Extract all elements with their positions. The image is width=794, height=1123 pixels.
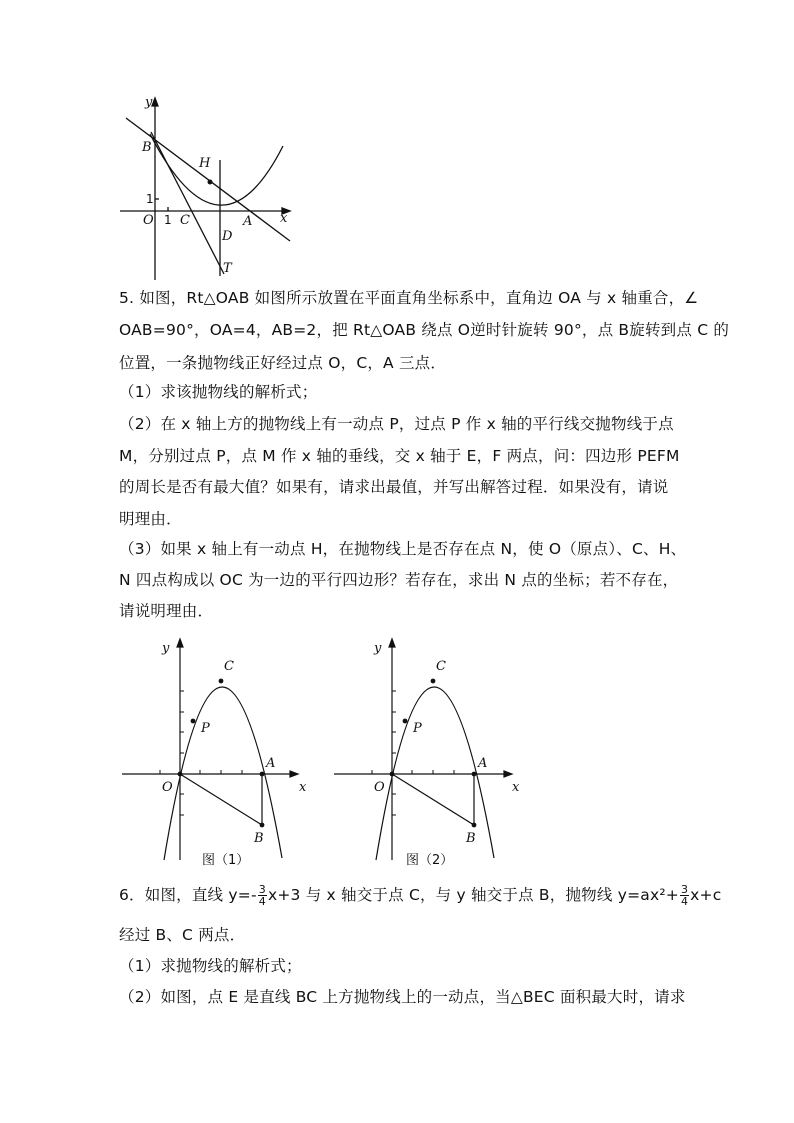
point-p: [191, 719, 196, 724]
label-h: H: [199, 156, 211, 171]
y-axis-arrow: [389, 639, 395, 647]
point-a: [472, 772, 477, 777]
label-o: O: [162, 780, 173, 795]
problem-5-line: OAB=90°，OA=4，AB=2，把 Rt△OAB 绕点 O逆时针旋转 90°，点 B旋转到点 C 的: [119, 321, 730, 339]
problem-6-text-a: 6．如图，直线 y=-: [119, 886, 257, 904]
problem-5-line: M，分别过点 P，点 M 作 x 轴的垂线，交 x 轴于 E，F 两点，问：四边形 PEFM: [119, 447, 680, 465]
label-t: T: [223, 261, 232, 276]
label-o: O: [143, 213, 154, 228]
fraction-numerator: 3: [680, 883, 689, 896]
label-p: P: [201, 721, 210, 736]
line-bt: [151, 132, 224, 274]
label-x: x: [512, 780, 520, 795]
point-h: [208, 180, 213, 185]
label-a: A: [478, 756, 488, 771]
point-b: [472, 823, 477, 828]
problem-5-line: 位置，一条抛物线正好经过点 O，C，A 三点．: [119, 354, 447, 372]
problem-6-line-2: 经过 B、C 两点．: [119, 926, 246, 944]
figure-1: [118, 634, 318, 870]
point-o: [390, 772, 395, 777]
problem-5-line: N 四点构成以 OC 为一边的平行四边形？若存在，求出 N 点的坐标；若不存在，: [119, 571, 679, 589]
label-1x: 1: [164, 213, 172, 227]
fraction-3-4: [258, 884, 267, 907]
point-c: [219, 679, 224, 684]
label-x: x: [280, 211, 288, 226]
problem-5-line: 5. 如图，Rt△OAB 如图所示放置在平面直角坐标系中，直角边 OA 与 x 轴重合，∠: [119, 289, 699, 307]
problem-6-line-3: （1）求抛物线的解析式；: [119, 957, 302, 975]
label-c: C: [224, 659, 234, 674]
label-b: B: [466, 831, 476, 846]
label-c: C: [436, 659, 446, 674]
figure-1-caption: 图（1）: [202, 853, 250, 868]
problem-6-text-c: x+c: [690, 886, 722, 904]
figure-2-caption: 图（2）: [406, 853, 454, 868]
problem-6-line-4: （2）如图，点 E 是直线 BC 上方抛物线上的一动点，当△BEC 面积最大时，请求: [119, 988, 686, 1006]
point-p: [403, 719, 408, 724]
label-b: B: [142, 140, 152, 155]
label-y: y: [145, 95, 153, 110]
problem-5-line: 的周长是否有最大值？如果有，请求出最值，并写出解答过程．如果没有，请说: [119, 478, 669, 496]
problem-6-text-b: x+3 与 x 轴交于点 C，与 y 轴交于点 B，抛物线 y=ax²+: [267, 886, 679, 904]
problem-6-line-1: [119, 884, 721, 907]
fraction-numerator: 3: [258, 883, 266, 896]
label-a: A: [243, 214, 253, 229]
label-o: O: [374, 780, 385, 795]
label-y: y: [162, 641, 170, 656]
label-a: A: [266, 756, 276, 771]
label-d: D: [222, 229, 233, 244]
problem-5-line: 明理由．: [119, 510, 182, 528]
label-1y: 1: [146, 192, 154, 206]
y-axis-arrow: [177, 639, 183, 647]
point-a: [260, 772, 265, 777]
triangle-oab: [180, 774, 262, 825]
point-o: [178, 772, 183, 777]
point-b: [260, 823, 265, 828]
x-axis-arrow: [290, 771, 298, 777]
label-x: x: [299, 780, 307, 795]
problem-5-line: （2）在 x 轴上方的抛物线上有一动点 P，过点 P 作 x 轴的平行线交抛物线于点: [119, 415, 674, 433]
label-y: y: [374, 641, 382, 656]
fraction-3-4: [680, 884, 689, 907]
y-axis-arrow: [152, 98, 158, 106]
figure-2: [330, 634, 530, 870]
fraction-denominator: 4: [680, 895, 689, 908]
figure-top: [118, 92, 298, 284]
x-axis-arrow: [504, 771, 512, 777]
problem-5-line: （3）如果 x 轴上有一动点 H，在抛物线上是否存在点 N，使 O（原点）、C、H、: [119, 540, 687, 558]
fraction-denominator: 4: [258, 895, 266, 908]
problem-5-line: （1）求该抛物线的解析式；: [119, 383, 318, 401]
label-b: B: [254, 831, 264, 846]
triangle-oab: [392, 774, 474, 825]
point-c: [431, 679, 436, 684]
label-c: C: [180, 213, 190, 228]
label-p: P: [413, 721, 422, 736]
problem-5-line: 请说明理由．: [119, 602, 214, 620]
